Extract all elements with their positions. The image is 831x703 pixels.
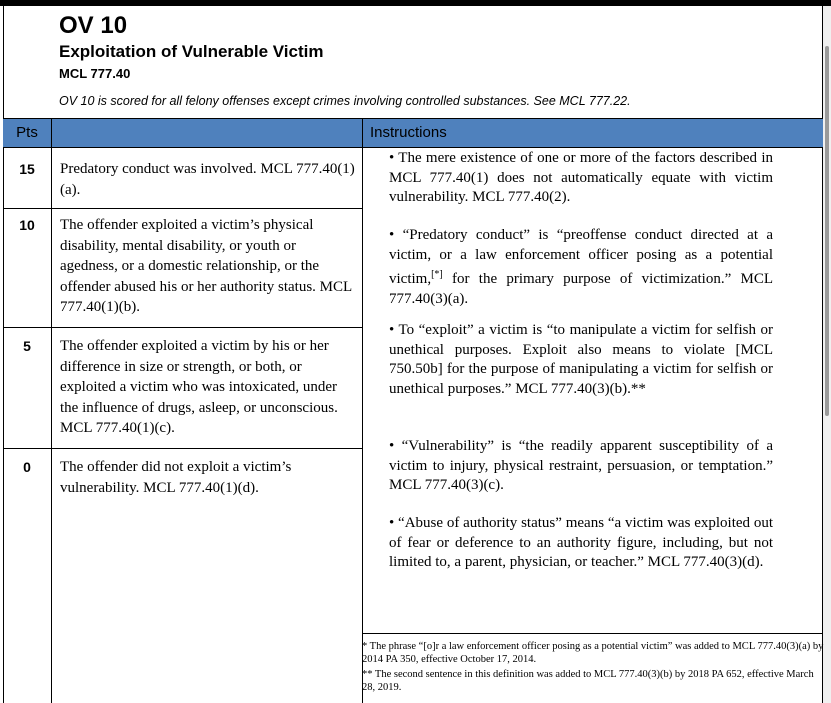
table-header-row bbox=[3, 118, 823, 148]
row-divider bbox=[3, 327, 362, 328]
footnote: ** The second sentence in this definition was added to MCL 777.40(3)(b) by 2018 PA 652, effective March 28, 2019. bbox=[362, 669, 814, 693]
instruction-vulnerability-factors: • The mere existence of one or more of the factors described in MCL 777.40(1) does not automatically equate with victim vulnerability. MCL 777.40(2). bbox=[389, 150, 773, 205]
row-divider bbox=[3, 448, 362, 449]
instruction-predatory-conduct bbox=[389, 226, 773, 309]
column-header-pts: Pts bbox=[16, 124, 38, 141]
row-points: 0 bbox=[23, 459, 31, 475]
row-description: Predatory conduct was involved. MCL 777.40(1)(a). bbox=[60, 161, 355, 198]
footnote: * The phrase “[o]r a law enforcement officer posing as a potential victim” was added to MCL 777.40(3)(a) by 2014 PA 350, effective October 17, 2014. bbox=[362, 641, 824, 665]
instruction-exploit: • To “exploit” a victim is “to manipulate a victim for selfish or unethical purposes. Exploit also means to violate [MCL 750.50b] for the purpose of manipulating a victim for selfish or unethical purposes.” MCL 777.40(3)(b).** bbox=[389, 322, 773, 397]
row-description: The offender did not exploit a victim’s vulnerability. MCL 777.40(1)(d). bbox=[60, 459, 292, 496]
page-subtitle: Exploitation of Vulnerable Victim bbox=[59, 42, 324, 61]
vertical-scrollbar[interactable] bbox=[823, 6, 831, 703]
column-header-instructions: Instructions bbox=[370, 124, 447, 141]
row-divider bbox=[3, 208, 362, 209]
footnote-marker: [*] bbox=[431, 269, 443, 280]
row-points: 5 bbox=[23, 338, 31, 354]
scoring-note: OV 10 is scored for all felony offenses except crimes involving controlled substances. See MCL 777.22. bbox=[59, 94, 631, 108]
statute-reference: MCL 777.40 bbox=[59, 66, 131, 81]
instruction-vulnerability: • “Vulnerability” is “the readily apparent susceptibility of a victim to injury, physical restraint, persuasion, or temptation.” MCL 777.40(3)(c). bbox=[389, 438, 773, 493]
page-title: OV 10 bbox=[59, 12, 128, 39]
row-points: 10 bbox=[19, 217, 35, 233]
column-divider-description bbox=[362, 118, 363, 703]
instruction-text: • “Predatory conduct” is “preoffense conduct directed at a victim, or a law enforcement officer posing as a potential victim, bbox=[389, 227, 773, 287]
scrollbar-thumb[interactable] bbox=[825, 46, 829, 416]
column-divider-pts bbox=[51, 118, 52, 703]
row-description: The offender exploited a victim’s physical disability, mental disability, or youth or agedness, or a domestic relationship, or the offender abused his or her authority status. MCL 777.40(1)(b). bbox=[60, 217, 352, 315]
row-description: The offender exploited a victim by his or her difference in size or strength, or both, or exploited a victim who was intoxicated, under the influence of drugs, asleep, or unconscious. MCL 777.40(1)(c). bbox=[60, 338, 338, 436]
footnote-divider bbox=[362, 633, 823, 634]
instruction-text: for the primary purpose of victimization.” MCL 777.40(3)(a). bbox=[389, 271, 773, 307]
row-points: 15 bbox=[19, 161, 35, 177]
instruction-abuse-of-authority: • “Abuse of authority status” means “a victim was exploited out of fear or deference to an authority figure, including, but not limited to, a parent, physician, or teacher.” MCL 777.40(3)(d). bbox=[389, 515, 773, 570]
